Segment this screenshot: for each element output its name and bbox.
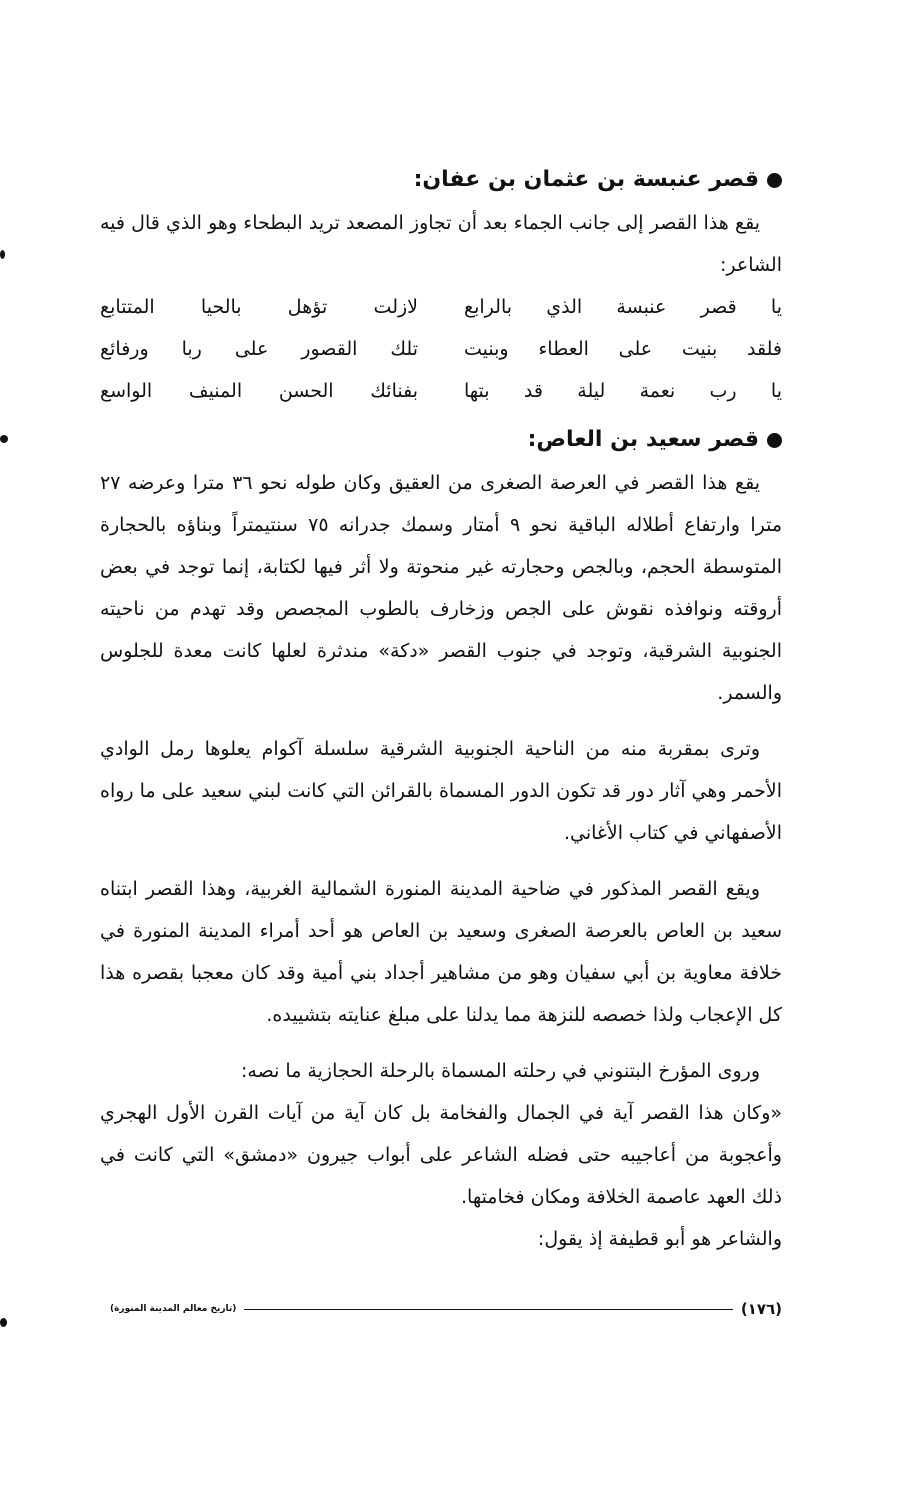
verse-first-hemistich: يا قصر عنبسة الذي بالرابع <box>464 296 782 318</box>
page-footer <box>110 1297 782 1321</box>
saeed-description-paragraph: يقع هذا القصر في العرصة الصغرى من العقيق وكان طوله نحو ٣٦ مترا وعرضه ٢٧ مترا وارتفاع أطلاله الباقية نحو ٩ أمتار وسمك جدرانه ٧٥ سنتيمتراً وبناؤه بالحجارة المتوسطة الحجم، وبالجص وحجارته غير منحوتة ولا أثر فيها لكتابة، إنما توجد في بعض أروقته ونوافذه نقوش على الجص وزخارف بالطوب المجصص وقد تهدم من ناحيته الجنوبية الشرقية، وتوجد في جنوب القصر «دكة» مندثرة لعلها كانت معدة للجلوس والسمر. <box>100 472 782 704</box>
nearby-ruins-paragraph: وترى بمقربة منه من الناحية الجنوبية الشرقية سلسلة آكوام يعلوها رمل الوادي الأحمر وهي آثار دور قد تكون الدور المسماة بالقرائن التي كانت لبني سعيد على ما رواه الأصفهاني في كتاب الأغاني. <box>100 738 782 844</box>
section-heading-saeed-palace <box>100 418 782 462</box>
verse-first-hemistich: فلقد بنيت على العطاء وبنيت <box>464 338 782 360</box>
verse-second-hemistich: لازلت تؤهل بالحيا المتتابع <box>100 296 418 318</box>
verse-row <box>100 370 782 412</box>
palace-location-paragraph: ويقع القصر المذكور في ضاحية المدينة المنورة الشمالية الغربية، وهذا القصر ابتناه سعيد بن العاص بالعرصة الصغرى وسعيد بن العاص هو أحد أمراء المدينة المنورة في خلافة معاوية بن أبي سفيان وهو من مشاهير أجداد بني أمية وقد كان معجبا بقصره هذا كل الإعجاب ولذا خصصه للنزهة مما يدلنا على مبلغ عنايته بتشييده. <box>100 878 782 1026</box>
bullet-icon <box>767 433 782 448</box>
scan-speck <box>0 435 8 443</box>
page-body <box>100 158 782 1260</box>
batanouni-quote-paragraph: «وكان هذا القصر آية في الجمال والفخامة بل كان آية من آيات القرن الأول الهجري وأعجوبة من أعاجيبه حتى فضله الشاعر على أبواب جيرون «دمشق» التي كانت في ذلك العهد عاصمة الخلافة ومكان فخامتها. <box>100 1102 782 1208</box>
anbasa-intro-paragraph: يقع هذا القصر إلى جانب الجماء بعد أن تجاوز المصعد تريد البطحاء وهو الذي قال فيه الشاعر: <box>100 212 782 276</box>
batanouni-intro-line: وروى المؤرخ البتنوني في رحلته المسماة بالرحلة الحجازية ما نصه: <box>241 1060 760 1082</box>
heading-text: قصر سعيد بن العاص: <box>527 427 759 452</box>
heading-text: قصر عنبسة بن عثمان بن عفان: <box>413 167 759 192</box>
footer-book-title: (تاريخ معالم المدينة المنورة) <box>110 1304 237 1314</box>
verse-row <box>100 286 782 328</box>
page-number: (١٧٦) <box>740 1300 782 1318</box>
poem-verses <box>100 286 782 412</box>
section-heading-anbasa-palace <box>100 158 782 202</box>
poet-intro-line: والشاعر هو أبو قطيفة إذ يقول: <box>537 1228 782 1250</box>
footer-divider <box>244 1309 732 1310</box>
scan-speck <box>0 1318 7 1327</box>
verse-second-hemistich: بفنائك الحسن المنيف الواسع <box>100 380 418 402</box>
verse-row <box>100 328 782 370</box>
verse-first-hemistich: يا رب نعمة ليلة قد بتها <box>464 380 782 402</box>
scan-speck <box>0 250 5 259</box>
bullet-icon <box>767 173 782 188</box>
verse-second-hemistich: تلك القصور على ربا ورفائع <box>100 338 418 360</box>
